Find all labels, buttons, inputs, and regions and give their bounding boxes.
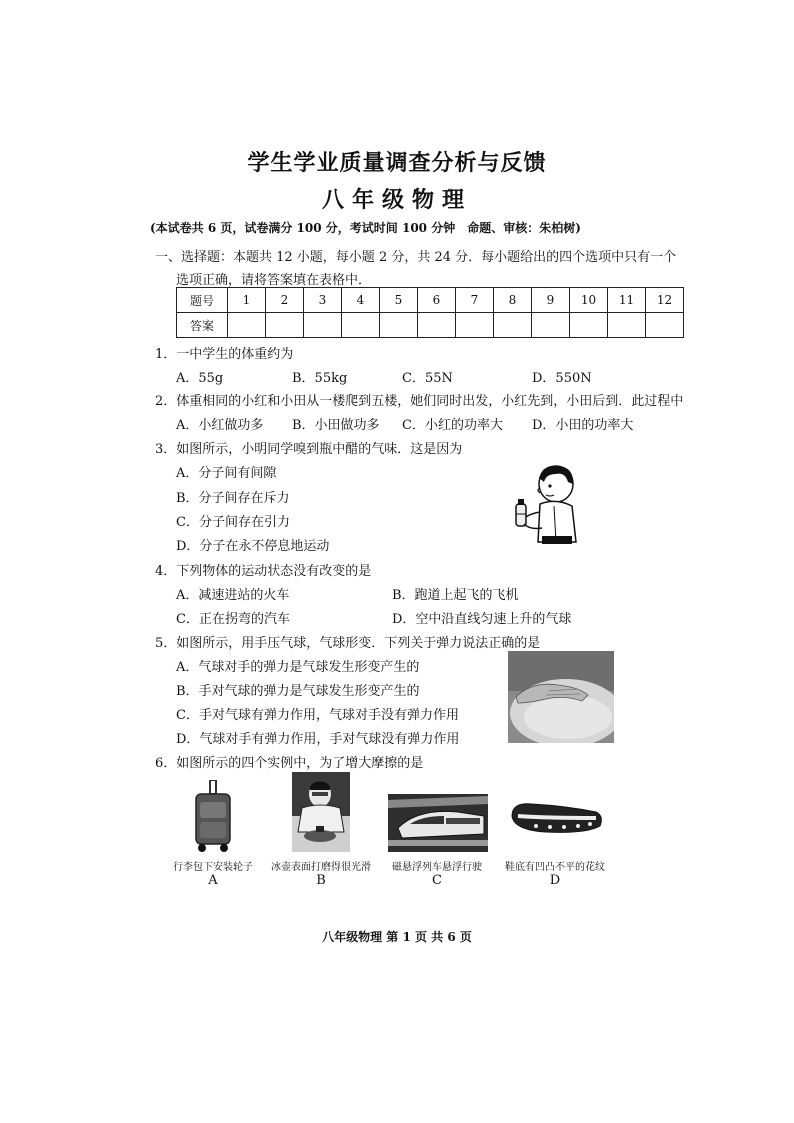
maglev-train-image xyxy=(388,794,488,852)
question-5-option-a: A．气球对手的弹力是气球发生形变产生的 xyxy=(176,660,420,675)
table-header-number: 题号 xyxy=(177,288,228,313)
question-6-letter-c: C xyxy=(432,873,442,888)
question-1-stem: 1．一中学生的体重约为 xyxy=(155,347,294,362)
question-4-stem: 4．下列物体的运动状态没有改变的是 xyxy=(155,564,372,579)
answer-cell[interactable] xyxy=(266,313,304,338)
exam-note: (本试卷共 6 页，试卷满分 100 分，考试时间 100 分钟 命题、审核：朱柏树) xyxy=(150,221,581,235)
answer-table-answer-row xyxy=(177,313,684,338)
table-number-cell: 7 xyxy=(456,288,494,313)
answer-cell[interactable] xyxy=(532,313,570,338)
luggage-with-wheels-image xyxy=(190,780,236,854)
question-6-stem: 6．如图所示的四个实例中，为了增大摩擦的是 xyxy=(155,756,424,771)
table-number-cell: 2 xyxy=(266,288,304,313)
answer-cell[interactable] xyxy=(608,313,646,338)
table-number-cell: 1 xyxy=(228,288,266,313)
table-number-cell: 12 xyxy=(646,288,684,313)
table-number-cell: 10 xyxy=(570,288,608,313)
question-1-option-b: B．55kg xyxy=(292,371,348,386)
table-header-answer: 答案 xyxy=(177,313,228,338)
question-6-caption-d: 鞋底有凹凸不平的花纹 xyxy=(505,862,605,873)
question-1-option-c: C．55N xyxy=(402,371,453,386)
answer-cell[interactable] xyxy=(494,313,532,338)
question-3-option-c: C．分子间存在引力 xyxy=(176,515,290,530)
question-1-option-d: D．550N xyxy=(532,371,592,386)
question-3-stem: 3．如图所示，小明同学嗅到瓶中醋的气味．这是因为 xyxy=(155,442,463,457)
table-number-cell: 9 xyxy=(532,288,570,313)
table-number-cell: 11 xyxy=(608,288,646,313)
question-3-option-a: A．分子间有间隙 xyxy=(176,466,277,481)
table-number-cell: 6 xyxy=(418,288,456,313)
question-6-caption-b: 冰壶表面打磨得很光滑 xyxy=(271,862,371,873)
question-5-option-c: C．手对气球有弹力作用，气球对手没有弹力作用 xyxy=(176,708,459,723)
paper-subtitle: 八年级物理 xyxy=(321,187,472,213)
curling-stone-polishing-image xyxy=(292,772,350,852)
question-2-option-d: D．小田的功率大 xyxy=(532,418,634,433)
table-number-cell: 3 xyxy=(304,288,342,313)
answer-cell[interactable] xyxy=(342,313,380,338)
question-2-option-c: C．小红的功率大 xyxy=(402,418,503,433)
question-5-stem: 5．如图所示，用手压气球，气球形变．下列关于弹力说法正确的是 xyxy=(155,636,541,651)
paper-title: 学生学业质量调查分析与反馈 xyxy=(247,150,547,176)
section-intro-line2: 选项正确，请将答案填在表格中． xyxy=(176,273,372,288)
answer-cell[interactable] xyxy=(646,313,684,338)
question-6-letter-d: D xyxy=(549,873,561,888)
answer-table-number-row xyxy=(177,288,684,313)
question-4-option-d: D．空中沿直线匀速上升的气球 xyxy=(392,612,572,627)
answer-cell[interactable] xyxy=(456,313,494,338)
page-footer: 八年级物理 第 1 页 共 6 页 xyxy=(322,930,472,944)
table-number-cell: 4 xyxy=(342,288,380,313)
question-6-letter-a: A xyxy=(208,873,218,888)
question-1-option-a: A．55g xyxy=(176,371,224,386)
question-4-option-a: A．减速进站的火车 xyxy=(176,588,290,603)
question-6-caption-a: 行李包下安装轮子 xyxy=(173,862,253,873)
question-2-stem: 2．体重相同的小红和小田从一楼爬到五楼，她们同时出发，小红先到，小田后到．此过程中 xyxy=(155,394,684,409)
question-6-caption-c: 磁悬浮列车悬浮行驶 xyxy=(392,862,482,873)
answer-cell[interactable] xyxy=(228,313,266,338)
section-intro-line1: 一、选择题：本题共 12 小题，每小题 2 分，共 24 分．每小题给出的四个选项中只有一个 xyxy=(155,250,677,265)
question-2-option-a: A．小红做功多 xyxy=(176,418,264,433)
question-5-option-b: B．手对气球的弹力是气球发生形变产生的 xyxy=(176,684,420,699)
answer-table xyxy=(176,287,684,338)
question-5-option-d: D．气球对手有弹力作用，手对气球没有弹力作用 xyxy=(176,732,460,747)
answer-cell[interactable] xyxy=(418,313,456,338)
question-6-letter-b: B xyxy=(316,873,326,888)
question-2-option-b: B．小田做功多 xyxy=(292,418,380,433)
question-4-option-c: C．正在拐弯的汽车 xyxy=(176,612,290,627)
table-number-cell: 5 xyxy=(380,288,418,313)
table-number-cell: 8 xyxy=(494,288,532,313)
question-3-option-d: D．分子在永不停息地运动 xyxy=(176,539,330,554)
boy-smelling-vinegar-illustration xyxy=(510,462,586,546)
question-4-option-b: B．跑道上起飞的飞机 xyxy=(392,588,519,603)
shoe-sole-pattern-image xyxy=(506,798,606,840)
question-3-option-b: B．分子间存在斥力 xyxy=(176,491,290,506)
hand-pressing-balloon-photo xyxy=(508,651,614,743)
answer-cell[interactable] xyxy=(304,313,342,338)
answer-cell[interactable] xyxy=(380,313,418,338)
answer-cell[interactable] xyxy=(570,313,608,338)
